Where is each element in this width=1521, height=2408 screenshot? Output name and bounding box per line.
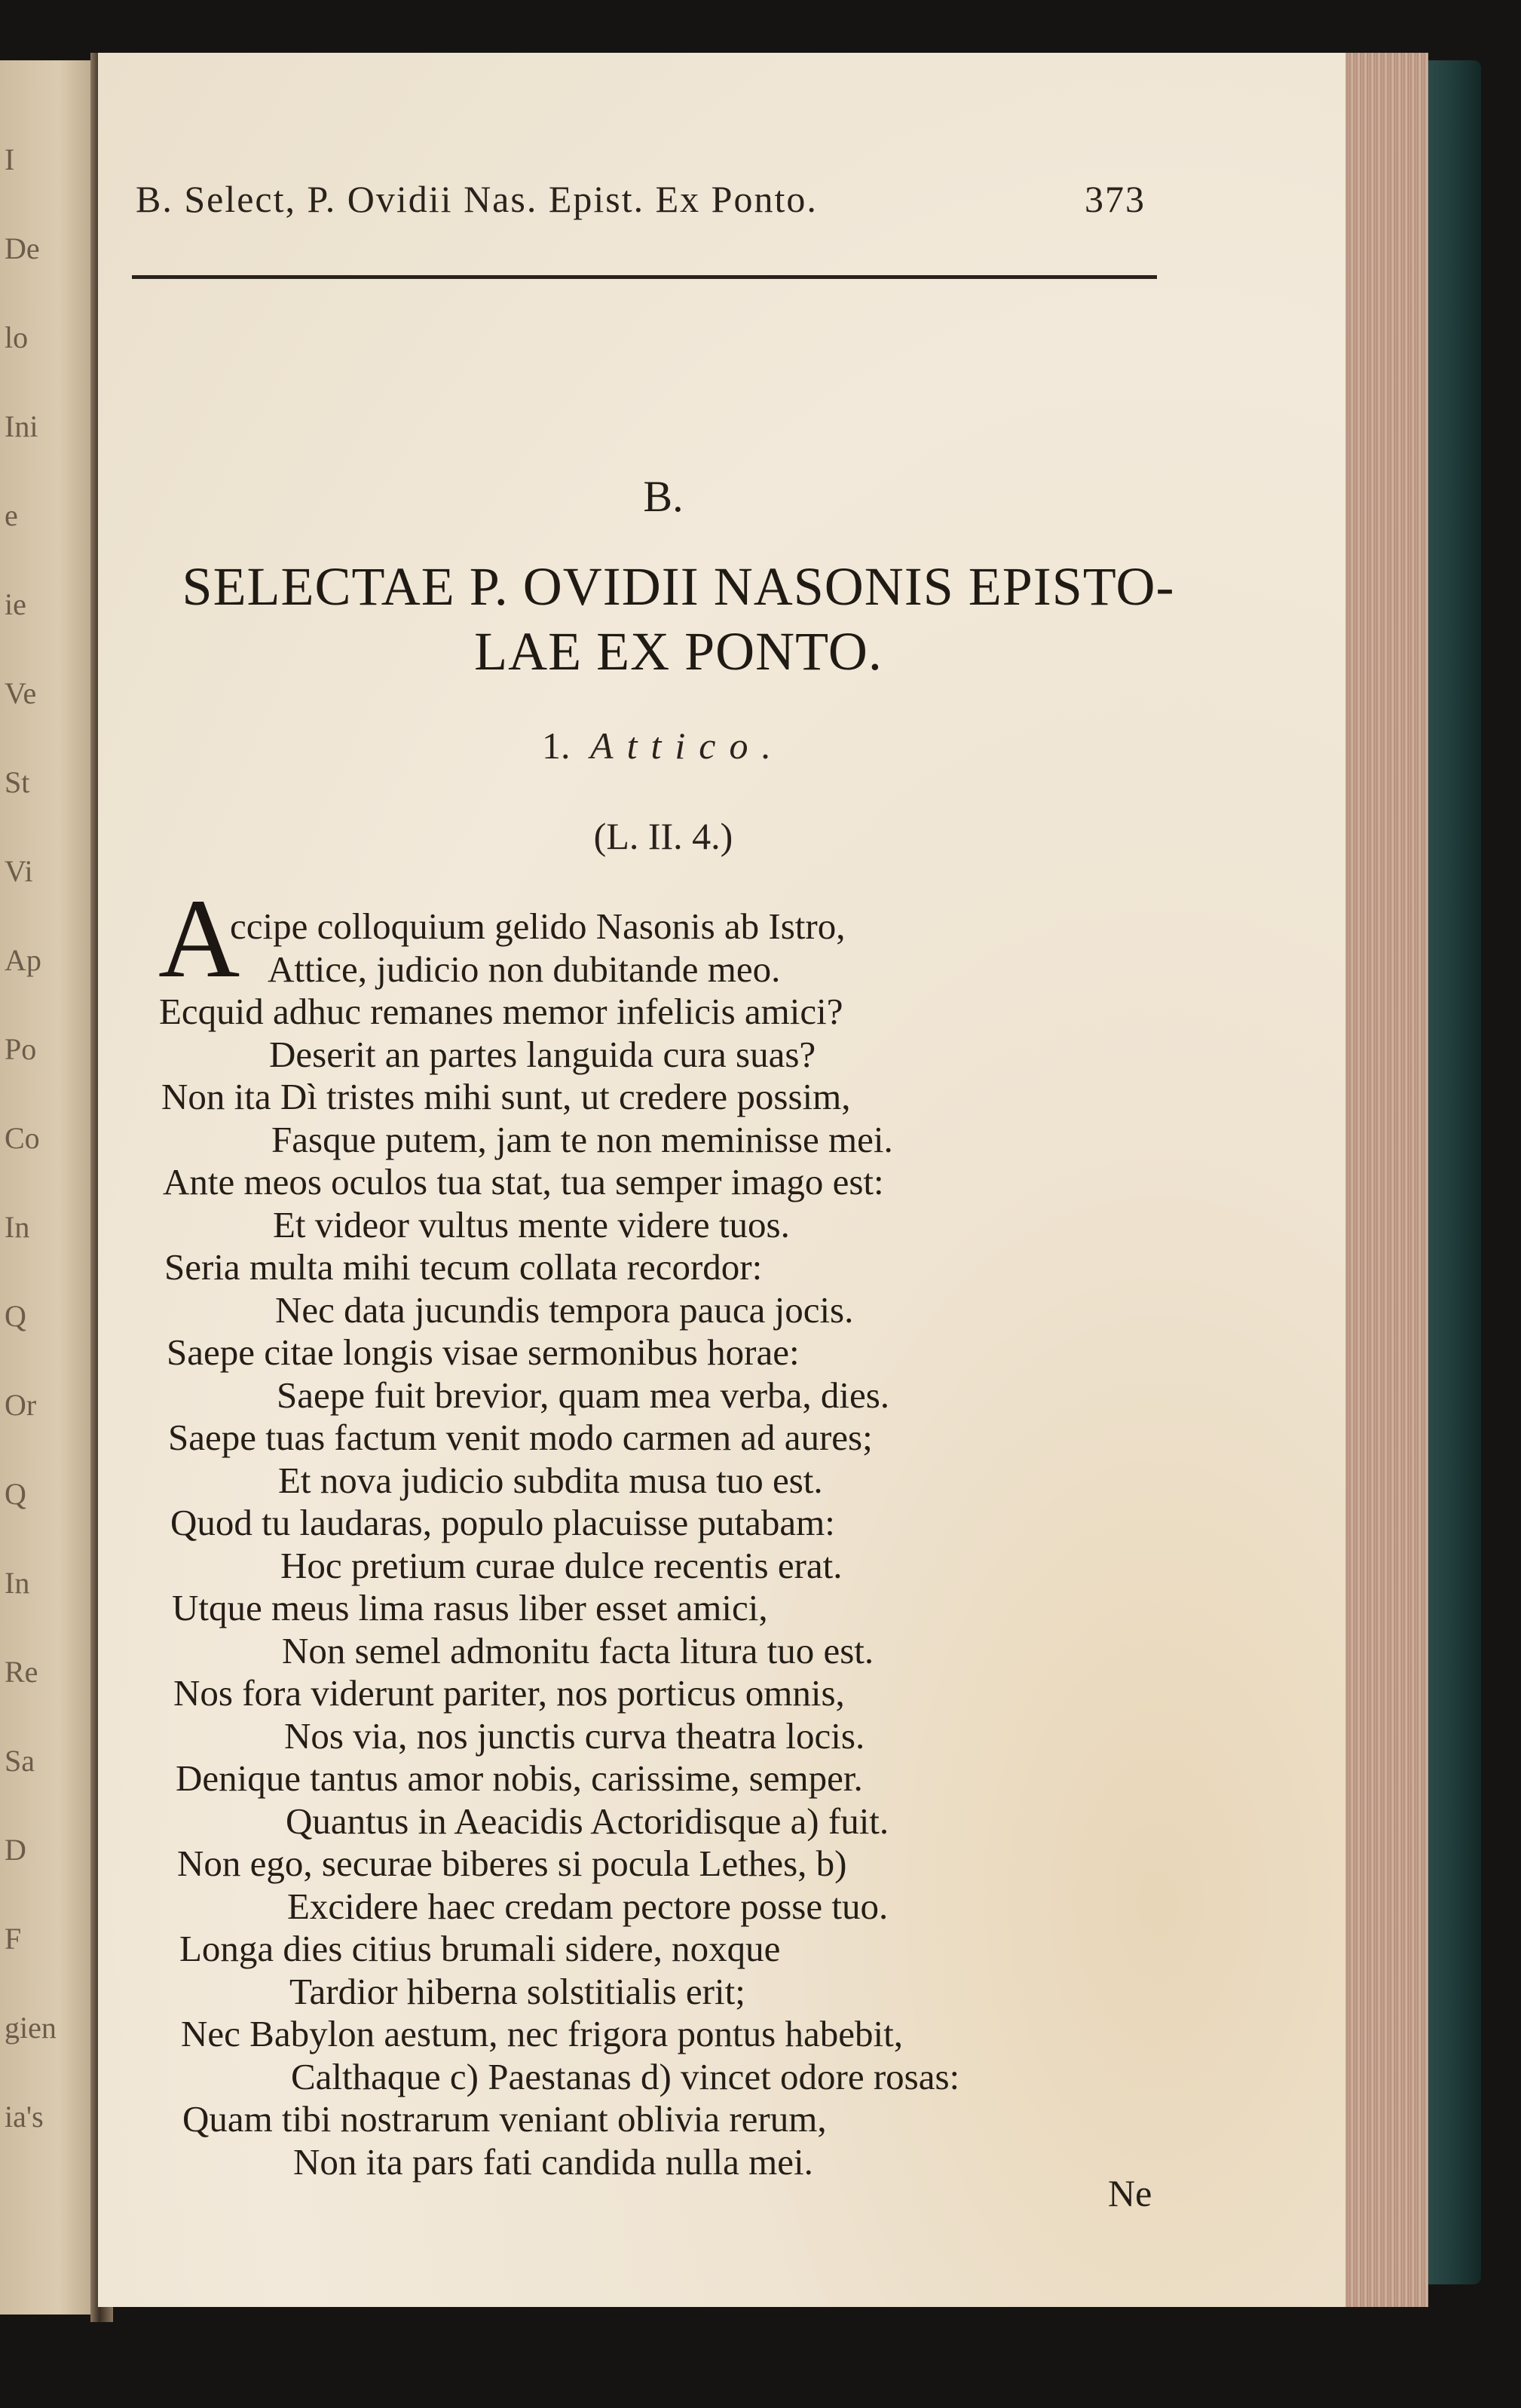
section-letter: B. bbox=[643, 472, 684, 521]
epistle-number: 1. bbox=[542, 725, 571, 767]
poem-line: Denique tantus amor nobis, carissime, semper. bbox=[176, 1757, 863, 1799]
poem-line: Seria multa mihi tecum collata recordor: bbox=[164, 1246, 763, 1288]
drop-cap: A bbox=[158, 876, 240, 1001]
left-page-fragment: I bbox=[5, 143, 15, 176]
poem-line: Non ita pars fati candida nulla mei. bbox=[293, 2141, 813, 2183]
left-page-fragment: Sa bbox=[5, 1745, 35, 1778]
poem-line: Nec data jucundis tempora pauca jocis. bbox=[275, 1289, 854, 1331]
poem-line: Tardior hiberna solstitialis erit; bbox=[289, 1971, 745, 2012]
left-page-fragment: Ve bbox=[5, 677, 37, 710]
catchword: Ne bbox=[1108, 2172, 1152, 2214]
left-page-fragment: Po bbox=[5, 1033, 37, 1066]
poem-line: Et nova judicio subdita musa tuo est. bbox=[278, 1460, 823, 1501]
left-page-fragment: Co bbox=[5, 1122, 40, 1155]
running-header bbox=[136, 177, 1146, 221]
left-page-fragment: In bbox=[5, 1567, 30, 1600]
left-page-fragment: e bbox=[5, 499, 18, 532]
poem-line: Hoc pretium curae dulce recentis erat. bbox=[280, 1545, 843, 1586]
epistle-heading bbox=[98, 724, 1229, 767]
poem-line: Excidere haec credam pectore posse tuo. bbox=[287, 1886, 889, 1927]
poem-line: Nos via, nos junctis curva theatra locis. bbox=[284, 1715, 865, 1757]
left-page-fragment: In bbox=[5, 1211, 30, 1244]
poem-line: Quod tu laudaras, populo placuisse putabam: bbox=[170, 1502, 835, 1543]
poem-line: Non ita Dì tristes mihi sunt, ut credere possim, bbox=[161, 1076, 851, 1117]
left-page-fragment: Vi bbox=[5, 855, 33, 888]
poem-line: Quam tibi nostrarum veniant oblivia rerum, bbox=[182, 2098, 827, 2140]
poem-line: Deserit an partes languida cura suas? bbox=[269, 1034, 816, 1075]
epistle-reference: (L. II. 4.) bbox=[593, 815, 733, 857]
left-page-edge bbox=[0, 60, 98, 2315]
page-title bbox=[143, 554, 1213, 684]
poem-line: Ante meos oculos tua stat, tua semper imago est: bbox=[163, 1161, 884, 1202]
left-page-fragment: D bbox=[5, 1834, 26, 1867]
poem-line: Et videor vultus mente videre tuos. bbox=[273, 1204, 790, 1245]
book-page bbox=[98, 53, 1345, 2307]
poem-line: Nec Babylon aestum, nec frigora pontus habebit, bbox=[181, 2013, 903, 2054]
poem-line: Fasque putem, jam te non meminisse mei. bbox=[271, 1119, 893, 1160]
page-edges bbox=[1334, 53, 1428, 2307]
left-page-fragment: St bbox=[5, 766, 30, 799]
poem-line: Quantus in Aeacidis Actoridisque a) fuit. bbox=[286, 1800, 889, 1842]
poem-line: Saepe fuit brevior, quam mea verba, dies. bbox=[277, 1374, 890, 1416]
poem-line: Non semel admonitu facta litura tuo est. bbox=[282, 1630, 874, 1671]
poem-line: Longa dies citius brumali sidere, noxque bbox=[179, 1928, 781, 1969]
poem-line-first: ccipe colloquium gelido Nasonis ab Istro, bbox=[230, 905, 846, 947]
book-cover bbox=[1421, 60, 1481, 2284]
running-title: B. Select, P. Ovidii Nas. Epist. Ex Ponto. bbox=[136, 178, 818, 220]
poem-line: Attice, judicio non dubitande meo. bbox=[268, 948, 781, 990]
epistle-addressee: Attico. bbox=[590, 725, 785, 767]
poem-line: Non ego, securae biberes si pocula Lethes, b) bbox=[177, 1843, 847, 1884]
poem-line: Calthaque c) Paestanas d) vincet odore rosas: bbox=[291, 2056, 960, 2097]
left-page-fragment: ie bbox=[5, 588, 26, 621]
left-page-fragment: F bbox=[5, 1922, 22, 1956]
poem-line: Ecquid adhuc remanes memor infelicis amici? bbox=[159, 991, 843, 1032]
poem-line: Nos fora viderunt pariter, nos porticus omnis, bbox=[173, 1672, 845, 1714]
left-page-fragment: ia's bbox=[5, 2100, 44, 2134]
poem-line: Saepe tuas factum venit modo carmen ad aures; bbox=[168, 1417, 873, 1458]
title-line-1: SELECTAE P. OVIDII NASONIS EPISTO- bbox=[182, 556, 1175, 617]
left-page-fragment: gien bbox=[5, 2011, 57, 2045]
header-rule bbox=[132, 275, 1157, 279]
left-page-fragment: Ap bbox=[5, 944, 41, 977]
page-number: 373 bbox=[1085, 178, 1146, 220]
left-page-fragment: De bbox=[5, 232, 40, 265]
title-line-2: LAE EX PONTO. bbox=[474, 621, 883, 682]
left-page-fragment: Ini bbox=[5, 410, 38, 443]
poem-line: Saepe citae longis visae sermonibus horae: bbox=[167, 1331, 800, 1373]
left-page-fragment: Q bbox=[5, 1300, 26, 1333]
left-page-fragment: Or bbox=[5, 1389, 37, 1422]
left-page-fragment: Q bbox=[5, 1478, 26, 1511]
poem-line: Utque meus lima rasus liber esset amici, bbox=[172, 1587, 768, 1628]
left-page-fragment: lo bbox=[5, 321, 29, 354]
left-page-fragment: Re bbox=[5, 1656, 38, 1689]
